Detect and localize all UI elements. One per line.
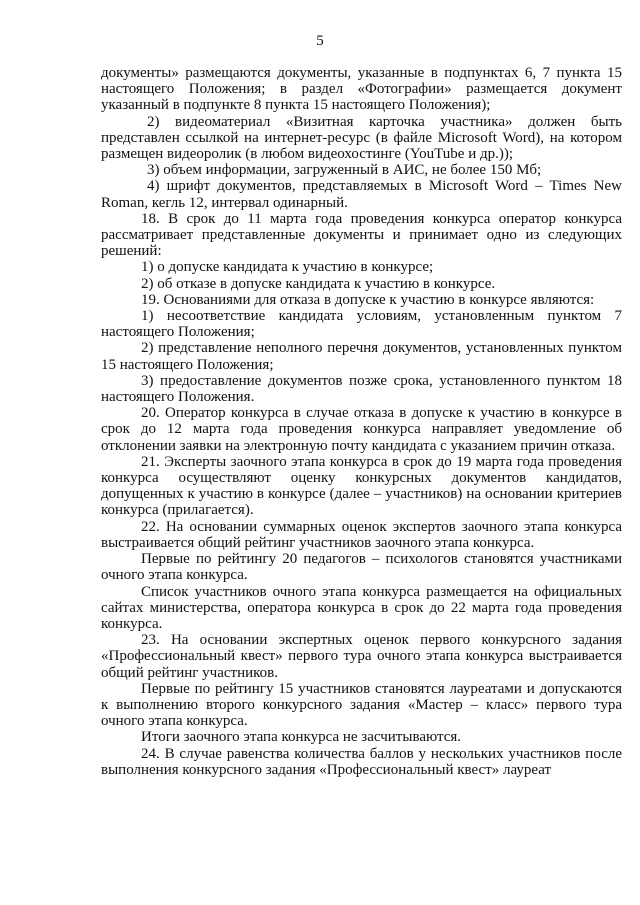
paragraph: 4) шрифт документов, представляемых в Microsoft Word – Times New Roman, кегль 12, интервал одинарный. [101, 178, 622, 211]
paragraph: 3) объем информации, загруженный в АИС, не более 150 Мб; [147, 162, 542, 179]
paragraph: 19. Основаниями для отказа в допуске к участию в конкурсе являются: [141, 291, 595, 308]
paragraph: 3) предоставление документов позже срока, установленного пунктом 18 настоящего Положения. [101, 372, 622, 406]
document-body [101, 65, 622, 778]
paragraph: 2) видеоматериал «Визитная карточка участника» должен быть представлен ссылкой на интернет-ресурс (в файле Microsoft Word), на котором размещен видеоролик (в любом видеохостинге (YouTube и др.)); [101, 113, 622, 163]
paragraph: 18. В срок до 11 марта года проведения конкурса оператор конкурса рассматривает представленные документы и принимает одно из следующих решений: [101, 210, 622, 260]
paragraph: 1) о допуске кандидата к участию в конкурсе; [141, 259, 434, 276]
paragraph: 2) об отказе в допуске кандидата к участию в конкурсе. [141, 275, 496, 292]
paragraph: 24. В случае равенства количества баллов у нескольких участников после выполнения конкурсного задания «Профессиональный квест» лауреат [101, 745, 622, 778]
paragraph: Первые по рейтингу 20 педагогов – психологов становятся участниками очного этапа конкурса. [101, 551, 622, 584]
page-number: 5 [316, 33, 324, 49]
paragraph: 23. На основании экспертных оценок первого конкурсного задания «Профессиональный квест» первого тура очного этапа конкурса выстраивается общий рейтинг участников. [101, 632, 622, 681]
paragraph: Список участников очного этапа конкурса размещается на официальных сайтах министерства, оператора конкурса в срок до 22 марта года проведения конкурса. [101, 583, 622, 632]
paragraph: Итоги заочного этапа конкурса не засчитываются. [141, 729, 462, 746]
paragraph: 21. Эксперты заочного этапа конкурса в срок до 19 марта года проведения конкурса осуществляют оценку конкурсных документов кандидатов, допущенных к участию в конкурсе (далее – участников) на основании критериев конкурса (прилагается). [101, 453, 622, 519]
paragraph: 20. Оператор конкурса в случае отказа в допуске к участию в конкурсе в срок до 12 марта года проведения конкурса направляет уведомление об отклонении заявки на электронную почту кандидата с указанием причин отказа. [101, 405, 622, 454]
paragraph: 22. На основании суммарных оценок экспертов заочного этапа конкурса выстраивается общий рейтинг участников заочного этапа конкурса. [101, 518, 622, 551]
paragraph: документы» размещаются документы, указанные в подпунктах 6, 7 пункта 15 настоящего Положения; в раздел «Фотографии» размещается документ указанный в подпункте 8 пункта 15 настоящего Положения); [101, 65, 622, 114]
paragraph: 2) представление неполного перечня документов, установленных пунктом 15 настоящего Положения; [101, 340, 622, 373]
paragraph: Первые по рейтингу 15 участников становятся лауреатами и допускаются к выполнению второго конкурсного задания «Мастер – класс» первого тура очного этапа конкурса. [101, 680, 622, 730]
paragraph: 1) несоответствие кандидата условиям, установленным пунктом 7 настоящего Положения; [101, 308, 622, 341]
